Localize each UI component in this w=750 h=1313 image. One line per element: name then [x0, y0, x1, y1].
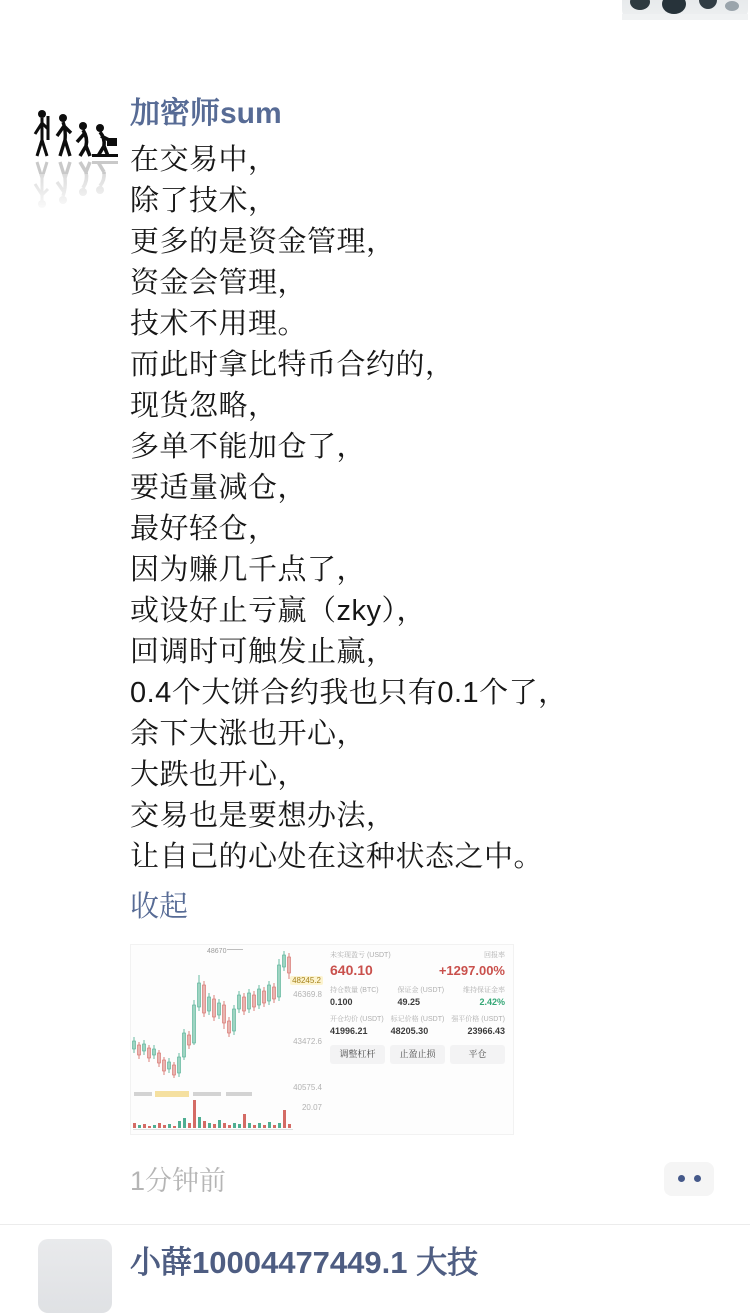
volume-axis-label: 20.07 [301, 1103, 322, 1112]
candlestick-chart [131, 945, 324, 1134]
stat-label: 持仓数量 (BTC) [330, 987, 379, 994]
text-line: 技术不用理。 [130, 308, 308, 340]
text-line: 最好轻仓， [130, 513, 278, 545]
stat-value: 48205.30 [390, 1026, 429, 1036]
text-line: 在交易中， [130, 144, 278, 176]
roe-value: +1297.00% [438, 963, 505, 978]
post-text [130, 140, 714, 878]
next-user-avatar[interactable] [38, 1239, 112, 1313]
stat-label: 开仓均价 (USDT) [330, 1016, 384, 1023]
collapse-link[interactable]: 收起 [130, 891, 189, 923]
text-line: 或设好止亏赢（zky）， [130, 595, 427, 627]
stat-value: 2.42% [479, 997, 505, 1007]
text-line: 交易也是要想办法， [130, 800, 396, 832]
price-axis-label: 43472.6 [293, 1037, 322, 1046]
text-line: 因为赚几千点了， [130, 554, 367, 586]
stat-value: 49.25 [397, 997, 420, 1007]
stat-label: 标记价格 (USDT) [390, 1016, 445, 1023]
stat-label: 维持保证金率 [463, 987, 505, 994]
stat-label: 保证金 (USDT) [397, 987, 445, 994]
text-line: 0.4个大饼合约我也只有0.1个了， [130, 677, 568, 709]
evolution-avatar-icon [30, 96, 118, 214]
timestamp: 1分钟前 [130, 1166, 227, 1196]
post-image-thumbnail[interactable] [130, 944, 514, 1135]
adjust-leverage-button: 调整杠杆 [330, 1045, 385, 1064]
peak-annotation: 48670 [207, 948, 243, 955]
close-position-button: 平仓 [450, 1045, 505, 1064]
stat-value: 41996.21 [330, 1026, 368, 1036]
next-username-link[interactable]: 小薛10004477449.1 大技 [130, 1245, 479, 1280]
comment-menu-button[interactable] [664, 1162, 714, 1196]
price-axis-label: 40575.4 [293, 1083, 322, 1092]
text-line: 余下大涨也开心， [130, 718, 367, 750]
username-link[interactable]: 加密师sum [130, 97, 282, 130]
roe-label: 回报率 [484, 952, 505, 959]
stat-label: 强平价格 (USDT) [451, 1016, 505, 1023]
tp-sl-button: 止盈止损 [390, 1045, 445, 1064]
user-avatar[interactable] [30, 96, 118, 214]
position-panel [324, 945, 513, 1134]
text-line: 除了技术， [130, 185, 278, 217]
stat-value: 23966.43 [467, 1026, 505, 1036]
text-line: 现货忽略， [130, 390, 278, 422]
text-line: 让自己的心处在这种状态之中。 [130, 841, 544, 873]
text-line: 而此时拿比特币合约的， [130, 349, 455, 381]
price-axis-label: 46369.8 [293, 990, 322, 999]
highlighted-price-tag: 48245.2 [292, 976, 321, 985]
text-line: 大跌也开心， [130, 759, 308, 791]
next-post-clipped [130, 1225, 714, 1285]
text-line: 资金会管理， [130, 267, 308, 299]
text-line: 要适量减仓， [130, 472, 308, 504]
pnl-label: 未实现盈亏 (USDT) [330, 952, 391, 959]
pnl-value: 640.10 [330, 962, 373, 978]
text-line: 回调时可触发止赢， [130, 636, 396, 668]
stat-value: 0.100 [330, 997, 353, 1007]
text-line: 更多的是资金管理， [130, 226, 396, 258]
two-dots-icon [678, 1175, 701, 1182]
text-line: 多单不能加仓了， [130, 431, 367, 463]
